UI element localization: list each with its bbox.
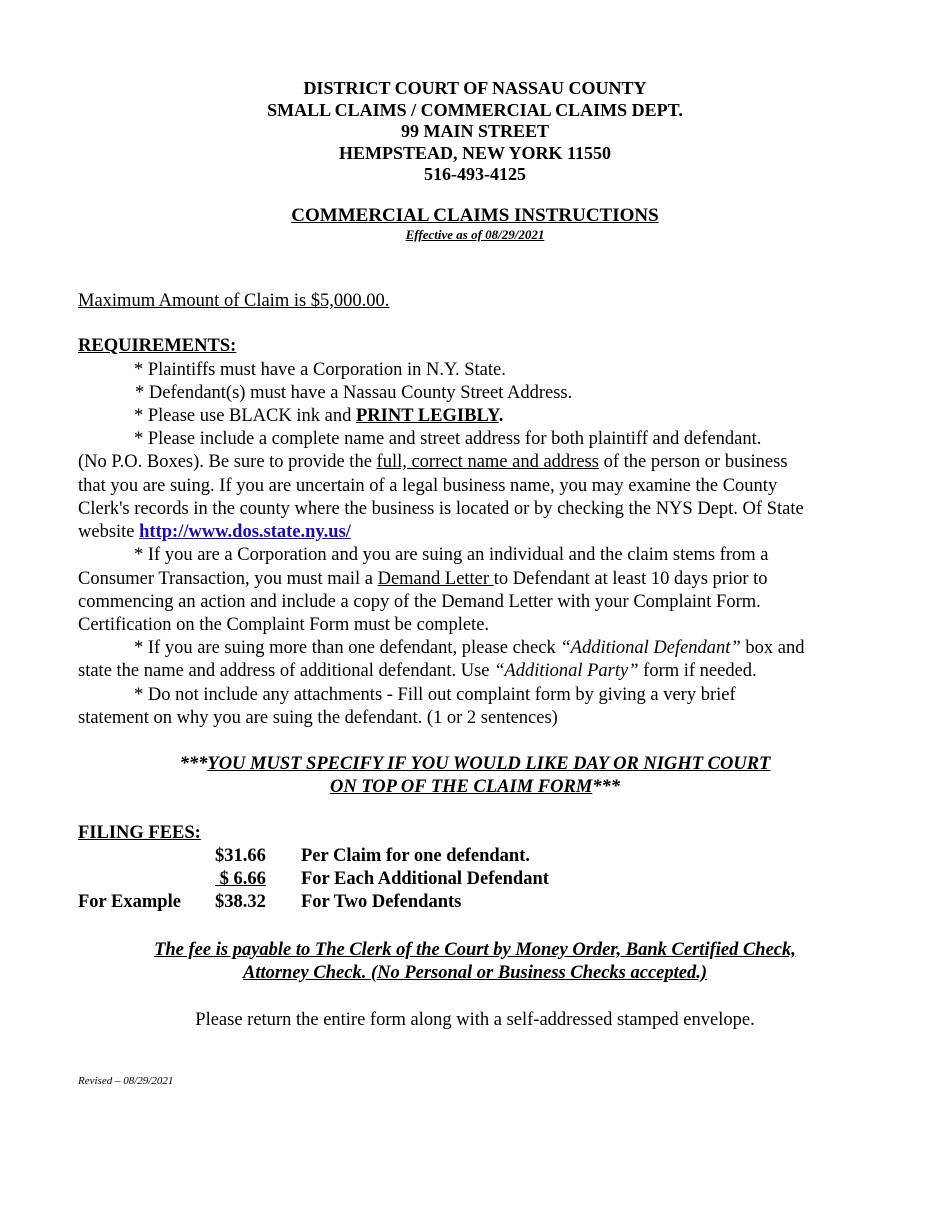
requirement-3: * Please use BLACK ink and PRINT LEGIBLY. [134,406,504,426]
court-street: 99 MAIN STREET [400,121,550,141]
fee-description: Per Claim for one defendant. [301,846,531,866]
requirement-5-line-1: * If you are a Corporation and you are suing an individual and the claim stems from a [134,545,769,565]
payment-note-line-2: Attorney Check. (No Personal or Business Checks accepted.) [242,963,708,983]
court-city: HEMPSTEAD, NEW YORK 11550 [338,142,612,163]
max-claim: Maximum Amount of Claim is $5,000.00. [78,291,390,311]
court-header [78,78,872,186]
requirement-7-line-1: * Do not include any attachments - Fill out complaint form by giving a very brief [134,685,736,705]
document-title-block [78,205,872,243]
court-phone: 516-493-4125 [424,164,526,184]
requirement-1: * Plaintiffs must have a Corporation in N.Y. State. [134,360,506,380]
filing-fees-heading: FILING FEES: [78,823,201,843]
requirement-6-line-2: state the name and address of additional defendant. Use “Additional Party” form if needed. [78,661,757,681]
fee-amount: $31.66 [215,846,266,866]
requirement-4-line-4: Clerk's records in the county where the business is located or by checking the NYS Dept. Of State [78,499,804,519]
requirement-4-line-1: * Please include a complete name and street address for both plaintiff and defendant. [134,429,762,449]
fee-description: For Each Additional Defendant [301,869,549,889]
fee-description: For Two Defendants [301,892,462,912]
court-department: SMALL CLAIMS / COMMERCIAL CLAIMS DEPT. [267,99,683,120]
requirement-6-line-1: * If you are suing more than one defendant, please check “Additional Defendant” box and [134,638,805,658]
requirement-5-line-2: Consumer Transaction, you must mail a Demand Letter to Defendant at least 10 days prior to [78,569,768,589]
return-note: Please return the entire form along with a self-addressed stamped envelope. [195,1010,755,1030]
payment-note-line-1: The fee is payable to The Clerk of the Court by Money Order, Bank Certified Check, [154,940,796,960]
day-night-notice-line-2: ON TOP OF THE CLAIM FORM*** [329,777,621,797]
requirement-5-line-4: Certification on the Complaint Form must be complete. [78,615,490,635]
fee-amount: $ 6.66 [215,869,266,889]
requirement-7-line-2: statement on why you are suing the defendant. (1 or 2 sentences) [78,708,558,728]
document-title: COMMERCIAL CLAIMS INSTRUCTIONS [291,205,659,226]
court-name: DISTRICT COURT OF NASSAU COUNTY [303,78,647,98]
fee-example-label: For Example [78,892,181,912]
requirement-2: * Defendant(s) must have a Nassau County Street Address. [135,383,573,403]
fee-amount: $38.32 [215,892,266,912]
requirement-5-line-3: commencing an action and include a copy of the Demand Letter with your Complaint Form. [78,592,761,612]
print-legibly: PRINT LEGIBLY [355,406,499,426]
revised-date: Revised – 08/29/2021 [78,1075,174,1087]
requirements-heading: REQUIREMENTS: [78,336,237,356]
day-night-notice-line-1: ***YOU MUST SPECIFY IF YOU WOULD LIKE DAY OR NIGHT COURT [179,754,771,774]
effective-date: Effective as of 08/29/2021 [405,227,545,242]
requirement-4-line-3: that you are suing. If you are uncertain of a legal business name, you may examine the County [78,476,778,496]
requirement-4-line-2: (No P.O. Boxes). Be sure to provide the full, correct name and address of the person or business [78,452,788,472]
dos-website-link[interactable]: http://www.dos.state.ny.us/ [139,522,351,542]
requirement-4-line-5: website http://www.dos.state.ny.us/ [78,522,351,542]
